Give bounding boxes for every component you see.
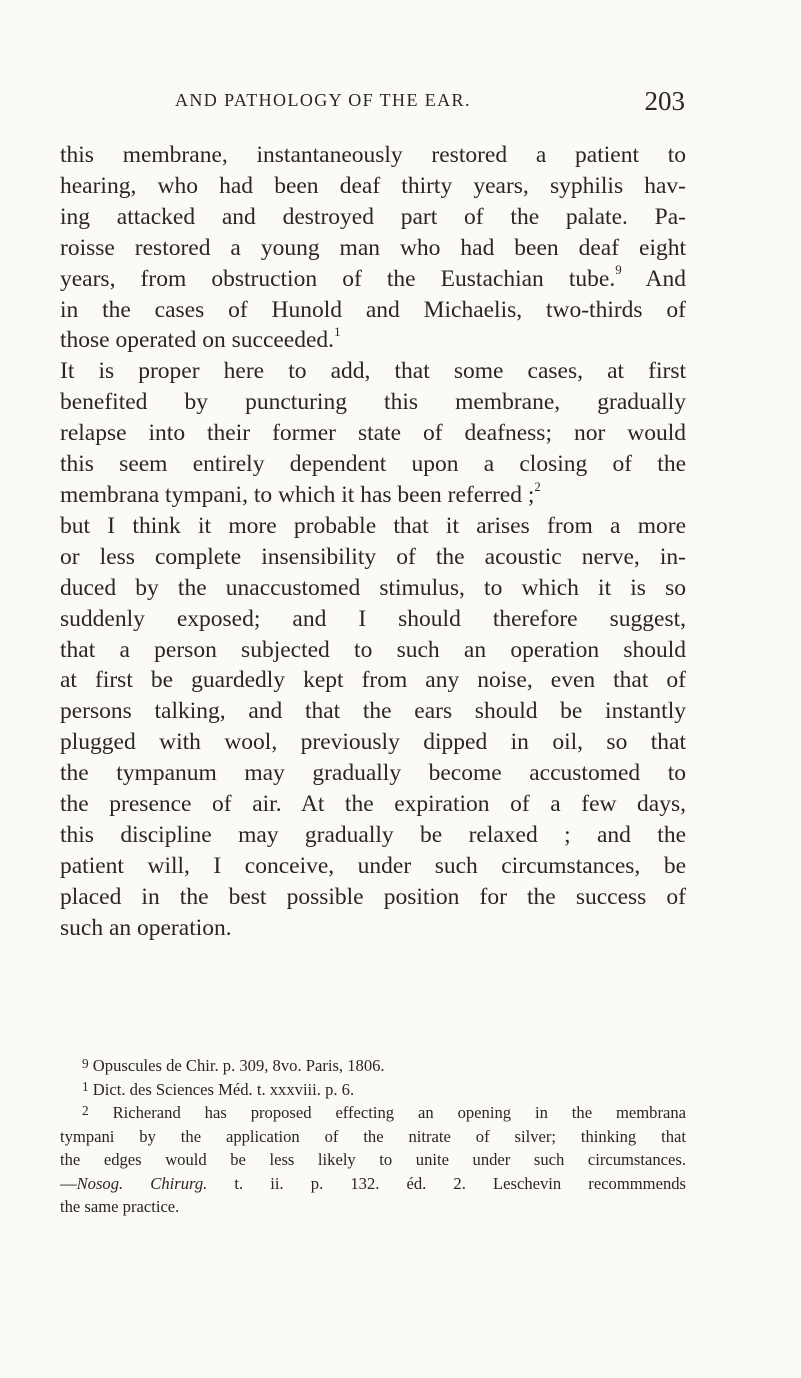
footnotes	[60, 1054, 686, 1219]
text-line	[60, 480, 686, 511]
text-line: such an operation.	[60, 914, 232, 941]
text-line: the presence of air. At the expiration of a few days,	[60, 791, 686, 818]
footnote-line	[60, 1101, 686, 1125]
text-fragment: years, from obstruction of the Eustachian tube.	[60, 265, 616, 292]
footnote-line: tympani by the application of the nitrate of silver; thinking that	[60, 1126, 686, 1146]
footnote-ref-2: 2	[534, 478, 541, 494]
footnote-line: the same practice.	[60, 1197, 180, 1216]
footnote-line: the edges would be less likely to unite under such circumstances.	[60, 1150, 686, 1169]
text-line: suddenly exposed; and I should therefore suggest,	[60, 605, 686, 632]
text-line	[60, 325, 686, 356]
text-line: this discipline may gradually be relaxed ; and the	[60, 821, 686, 848]
text-line: this membrane, instantaneously restored a patient to	[60, 142, 686, 168]
footnote-ref-1: 1	[334, 324, 341, 340]
footnote-marker: 1	[82, 1079, 89, 1095]
text-line	[60, 264, 686, 295]
footnote-source-rest: t. ii. p. 132. éd. 2. Leschevin recommmends	[207, 1173, 686, 1193]
text-fragment: those operated on succeeded.	[60, 327, 335, 354]
footnote-ref-9: 9	[615, 262, 622, 278]
text-line: but I think it more probable that it arises from a more	[60, 512, 686, 539]
footnote-dash: —	[60, 1173, 77, 1193]
footnote-2	[60, 1101, 686, 1219]
text-fragment: membrana tympani, to which it has been referred ;	[60, 481, 535, 508]
footnote-text: Dict. des Sciences Méd. t. xxxviii. p. 6.	[92, 1079, 355, 1099]
footnote-text: Opuscules de Chir. p. 309, 8vo. Paris, 1806.	[92, 1056, 385, 1075]
footnote-marker: 9	[82, 1055, 89, 1071]
text-line: roisse restored a young man who had been deaf eight	[60, 234, 686, 261]
running-header	[175, 86, 685, 116]
text-line: this seem entirely dependent upon a closing of the	[60, 451, 686, 478]
text-line: that a person subjected to such an operation should	[60, 636, 686, 663]
footnote-9	[60, 1054, 686, 1078]
text-line: or less complete insensibility of the acoustic nerve, in-	[60, 543, 686, 570]
footnote-text: Richerand has proposed effecting an opening in the membrana	[112, 1103, 686, 1122]
footnote-line	[60, 1078, 686, 1102]
text-line: in the cases of Hunold and Michaelis, two-thirds of	[60, 296, 686, 323]
text-line: placed in the best possible position for the success of	[60, 883, 686, 910]
text-line: patient will, I conceive, under such circumstances, be	[60, 852, 686, 879]
text-line: hearing, who had been deaf thirty years, syphilis hav-	[60, 172, 686, 199]
text-line: at first be guardedly kept from any noise, even that of	[60, 667, 686, 694]
text-line: the tympanum may gradually become accustomed to	[60, 760, 686, 787]
footnote-line	[60, 1172, 686, 1196]
main-text	[60, 140, 686, 944]
text-line: plugged with wool, previously dipped in oil, so that	[60, 729, 686, 756]
running-title: AND PATHOLOGY OF THE EAR.	[175, 90, 471, 110]
footnote-line	[60, 1054, 686, 1078]
text-line: persons talking, and that the ears should be instantly	[60, 698, 686, 725]
text-line: duced by the unaccustomed stimulus, to which it is so	[60, 574, 686, 601]
text-line: relapse into their former state of deafness; nor would	[60, 420, 686, 447]
text-line: benefited by puncturing this membrane, gradually	[60, 389, 686, 416]
page-number: 203	[644, 86, 685, 116]
footnote-source-title: Nosog. Chirurg.	[76, 1173, 208, 1193]
footnote-marker: 2	[82, 1102, 89, 1118]
text-fragment: And	[645, 265, 686, 292]
footnote-1	[60, 1078, 686, 1102]
text-line: It is proper here to add, that some cases, at first	[60, 358, 686, 385]
text-line: ing attacked and destroyed part of the palate. Pa-	[60, 203, 686, 230]
